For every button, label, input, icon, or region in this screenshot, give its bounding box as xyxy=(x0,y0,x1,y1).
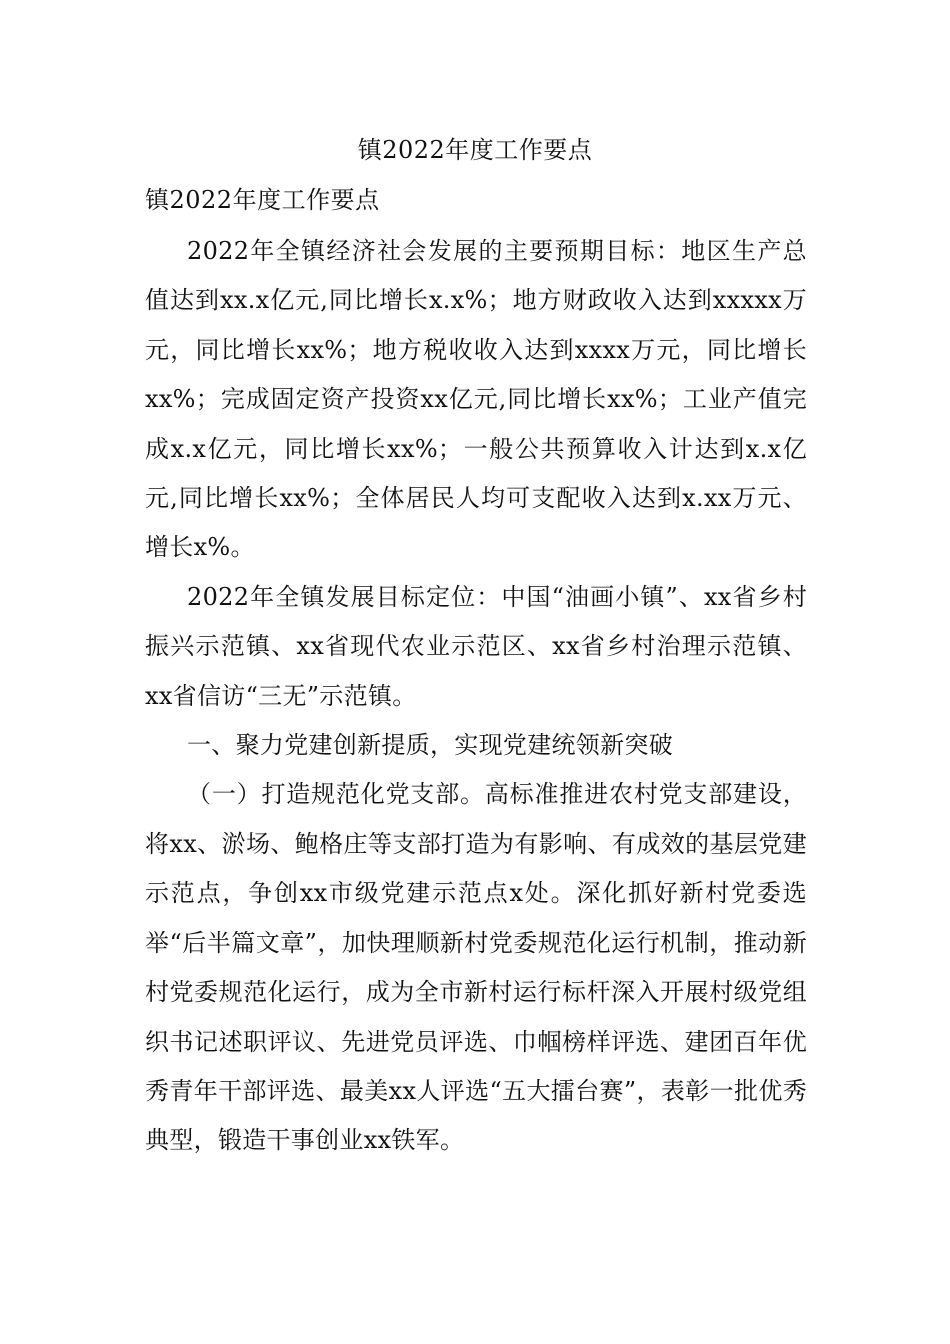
paragraph-positioning: 2022年全镇发展目标定位：中国“油画小镇”、xx省乡村振兴示范镇、xx省现代农业示范区、xx省乡村治理示范镇、xx省信访“三无”示范镇。 xyxy=(145,582,807,710)
section-heading: 一、聚力党建创新提质，实现党建统领新突破 xyxy=(187,731,673,760)
document-body xyxy=(145,227,807,1166)
document-title: 镇2022年度工作要点 xyxy=(357,136,593,164)
paragraph-targets: 2022年全镇经济社会发展的主要预期目标：地区生产总值达到xx.x亿元,同比增长x.x%；地方财政收入达到xxxxx万元，同比增长xx%；地方税收收入达到xxxx万元，同比增长xx%；完成固定资产投资xx亿元,同比增长xx%；工业产值完成x.x亿元，同比增长xx%；一般公共预算收入计达到x.x亿元,同比增长xx%；全体居民人均可支配收入达到x.xx万元、增长x%。 xyxy=(145,237,807,562)
paragraph-party-branch: （一）打造规范化党支部。高标准推进农村党支部建设，将xx、淤场、鲍格庄等支部打造为有影响、有成效的基层党建示范点，争创xx市级党建示范点x处。深化抓好新村党委选举“后半篇文章”，加快理顺新村党委规范化运行机制，推动新村党委规范化运行，成为全市新村运行标杆深入开展村级党组织书记述职评议、先进党员评选、巾帼榜样评选、建团百年优秀青年干部评选、最美xx人评选“五大擂台赛”，表彰一批优秀典型，锻造干事创业xx铁军。 xyxy=(145,780,807,1155)
document-subtitle: 镇2022年度工作要点 xyxy=(145,186,380,214)
